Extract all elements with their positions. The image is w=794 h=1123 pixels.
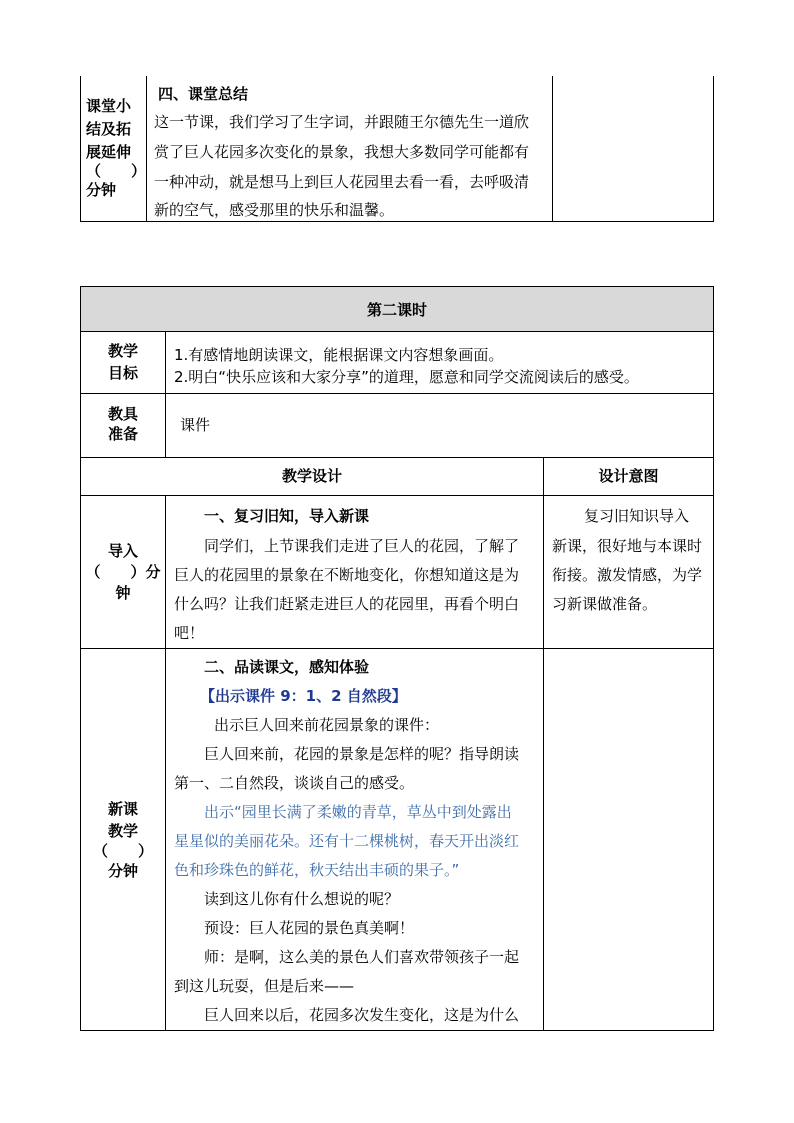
table1-label-line-4: （ ）	[86, 162, 147, 180]
table2-border-top	[80, 286, 714, 287]
newlesson-line-7: 读到这儿你有什么想说的呢？	[204, 890, 400, 908]
table2-border-right	[713, 286, 714, 1031]
table1-divider-2	[552, 76, 553, 222]
goals-label-line-1: 教学	[107, 342, 138, 360]
newlesson-label-line-4: 分钟	[107, 862, 138, 880]
table1-border-right	[713, 76, 714, 222]
intro-intent-line-3: 衔接。激发情感，为学	[552, 566, 703, 584]
intro-label-line-2: （ ）分	[85, 563, 161, 581]
summary-line-4: 新的空气，感受那里的快乐和温馨。	[154, 201, 395, 219]
newlesson-line-11: 巨人回来以后，花园多次发生变化，这是为什么	[204, 1006, 520, 1024]
intro-heading: 一、复习旧知，导入新课	[204, 507, 370, 525]
table2-rule-5	[80, 648, 714, 649]
table2-intent-divider	[543, 457, 544, 1030]
summary-heading: 四、课堂总结	[158, 85, 249, 103]
newlesson-heading: 二、品读课文，感知体验	[204, 658, 370, 676]
slide-reference: 【出示课件 9：1、2 自然段】	[200, 687, 407, 705]
intro-intent-line-4: 习新课做准备。	[552, 595, 658, 613]
table2-border-bottom	[80, 1030, 714, 1031]
newlesson-line-4	[204, 803, 512, 822]
intro-label-line-1: 导入	[107, 542, 138, 560]
newlesson-line-3: 第一、二自然段，谈谈自己的感受。	[174, 774, 415, 792]
quote-start: “园里长满了柔嫩的青草，草丛中到处露出	[234, 803, 512, 821]
table2-label-divider-top	[165, 331, 166, 457]
summary-line-1: 这一节课，我们学习了生字词，并跟随王尔德先生一道欣	[154, 113, 530, 131]
tools-label-line-2: 准备	[107, 425, 138, 443]
table1-label-line-1: 课堂小	[86, 97, 132, 115]
table1-label-line-5: 分钟	[86, 181, 117, 199]
newlesson-label-line-3: （ ）	[92, 842, 153, 860]
table1-divider-1	[146, 76, 147, 222]
quote-line-3: 色和珍珠色的鲜花，秋天结出丰硕的果子。”	[174, 861, 460, 879]
table1-border-left	[80, 76, 81, 222]
goal-item-2: 2.明白“快乐应该和大家分享”的道理，愿意和同学交流阅读后的感受。	[174, 368, 639, 386]
newlesson-label-line-1: 新课	[107, 800, 138, 818]
intro-intent-line-1: 复习旧知识导入	[584, 507, 690, 525]
newlesson-line-2: 巨人回来前，花园的景象是怎样的呢？指导朗读	[204, 745, 520, 763]
intro-label-line-3: 钟	[115, 584, 131, 602]
newlesson-line-1: 出示巨人回来前花园景象的课件：	[214, 716, 440, 734]
table1-label-line-3: 展延伸	[86, 143, 132, 161]
summary-line-3: 一种冲动，就是想马上到巨人花园里去看一看，去呼吸清	[154, 173, 530, 191]
goals-label-line-2: 目标	[107, 364, 138, 382]
table1-label-line-2: 结及拓	[86, 120, 132, 138]
table2-rule-2	[80, 393, 714, 394]
col-header-design: 教学设计	[281, 467, 342, 485]
intro-line-3: 什么吗？让我们赶紧走进巨人的花园里，再看个明白	[174, 595, 520, 613]
show-prefix: 出示	[204, 803, 235, 821]
newlesson-line-8: 预设：巨人花园的景色真美啊！	[204, 919, 415, 937]
table2-rule-1	[80, 331, 714, 332]
table2-label-divider-bottom	[165, 495, 166, 1030]
tools-label-line-1: 教具	[107, 405, 138, 423]
newlesson-label-line-2: 教学	[107, 822, 138, 840]
tools-value: 课件	[180, 416, 211, 434]
quote-line-2: 星星似的美丽花朵。还有十二棵桃树，春天开出淡红	[174, 832, 520, 850]
table2-rule-4	[80, 495, 714, 496]
summary-line-2: 赏了巨人花园多次变化的景象，我想大多数同学可能都有	[154, 143, 530, 161]
table1-border-bottom	[80, 221, 714, 222]
table2-border-left	[80, 286, 81, 1031]
intro-line-1: 同学们，上节课我们走进了巨人的花园，了解了	[204, 537, 520, 555]
table2-rule-3	[80, 457, 714, 458]
newlesson-line-9: 师：是啊，这么美的景色人们喜欢带领孩子一起	[204, 948, 520, 966]
col-header-intent: 设计意图	[598, 467, 659, 485]
table2-title: 第二课时	[366, 301, 427, 319]
newlesson-line-10: 到这儿玩耍，但是后来——	[174, 977, 355, 995]
goal-item-1: 1.有感情地朗读课文，能根据课文内容想象画面。	[174, 346, 504, 364]
intro-line-4: 吧！	[174, 624, 205, 642]
intro-line-2: 巨人的花园里的景象在不断地变化，你想知道这是为	[174, 566, 520, 584]
intro-intent-line-2: 新课，很好地与本课时	[552, 537, 703, 555]
